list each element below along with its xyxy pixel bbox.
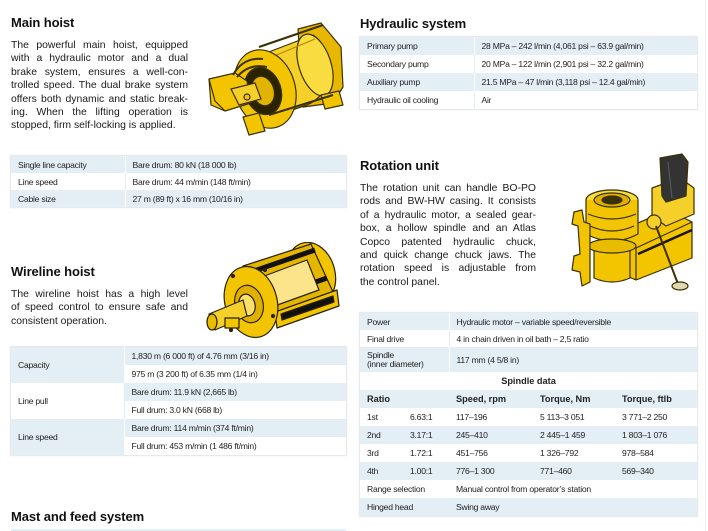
table-row: Line speed Bare drum: 114 m/min (374 ft/min) xyxy=(11,419,346,437)
table-row: Power Hydraulic motor – variable speed/reversible xyxy=(360,313,697,330)
table-row: Full drum: 3.0 kN (668 lb) xyxy=(11,401,346,419)
table-row: Full drum: 453 m/min (1 486 ft/min) xyxy=(11,437,346,455)
rotation-unit-description: The rotation unit can handle BO-PO rods and BW-HW casing. It consists of a hydraulic motor, a sealed gear- box, a hollow spindle and an Atlas Copco patented hydraulic chuck, and quick change chuck jaws. The rotation speed is adjustable from the control panel. xyxy=(360,183,536,288)
page-edge-divider xyxy=(705,0,706,531)
table-row: Cable size 27 m (89 ft) x 16 mm (10/16 in) xyxy=(11,190,346,207)
wireline-hoist-illustration-icon xyxy=(203,242,348,342)
table-row: Secondary pump 20 MPa – 122 l/min (2,901 psi – 32.2 gal/min) xyxy=(360,55,697,73)
table-row: 3rd 1.72:1 451–756 1 326–792 978–584 xyxy=(360,444,697,462)
table-row: Hydraulic oil cooling Air xyxy=(360,91,697,109)
table-row: Line pull Bare drum: 11.9 kN (2,665 lb) xyxy=(11,383,346,401)
spindle-data-header-row: Ratio Speed, rpm Torque, Nm Torque, ftlb xyxy=(360,390,697,408)
table-row: 975 m (3 200 ft) of 6.35 mm (1/4 in) xyxy=(11,365,346,383)
table-row: Capacity 1,830 m (6 000 ft) of 4.76 mm (3/16 in) xyxy=(11,347,346,365)
table-row: Auxiliary pump 21.5 MPa – 47 l/min (3,118 psi – 12.4 gal/min) xyxy=(360,73,697,91)
rotation-unit-spec-table xyxy=(360,313,697,516)
hydraulic-system-spec-table xyxy=(360,37,697,109)
wireline-hoist-heading: Wireline hoist xyxy=(11,264,95,279)
hydraulic-system-heading: Hydraulic system xyxy=(360,16,467,31)
main-hoist-spec-table xyxy=(11,156,346,207)
mast-feed-heading: Mast and feed system xyxy=(11,509,145,524)
table-row: Hinged head Swing away xyxy=(360,498,697,516)
main-hoist-heading: Main hoist xyxy=(11,15,75,30)
table-row: 4th 1.00:1 776–1 300 771–460 569–340 xyxy=(360,462,697,480)
spindle-data-title-row: Spindle data xyxy=(360,372,697,390)
table-row: 1st 6.63:1 117–196 5 113–3 051 3 771–2 250 xyxy=(360,408,697,426)
table-row: Line speed Bare drum: 44 m/min (148 ft/min) xyxy=(11,173,346,190)
wireline-hoist-spec-table xyxy=(11,347,346,455)
rotation-unit-illustration-icon xyxy=(568,152,704,297)
main-hoist-illustration-icon xyxy=(203,17,351,139)
table-row: Range selection Manual control from operator’s station xyxy=(360,480,697,498)
main-hoist-description: The powerful main hoist, equipped with a hydraulic motor and a dual brake system, ensures a well-con- trolled speed. The dual brake system offers both dynamic and static break- ing. When the lifting operation is stopped, firm self-locking is applied. xyxy=(11,40,188,132)
table-row: Single line capacity Bare drum: 80 kN (18 000 lb) xyxy=(11,156,346,173)
table-row: 2nd 3.17:1 245–410 2 445–1 459 1 803–1 076 xyxy=(360,426,697,444)
wireline-hoist-description: The wireline hoist has a high level of speed control to ensure safe and consistent operation. xyxy=(11,289,188,327)
table-row: Spindle (inner diameter) 117 mm (4 5/8 in) xyxy=(360,347,697,372)
rotation-unit-heading: Rotation unit xyxy=(360,158,439,173)
table-row: Final drive 4 in chain driven in oil bath – 2,5 ratio xyxy=(360,330,697,347)
table-row: Primary pump 28 MPa – 242 l/min (4,061 psi – 63.9 gal/min) xyxy=(360,37,697,55)
